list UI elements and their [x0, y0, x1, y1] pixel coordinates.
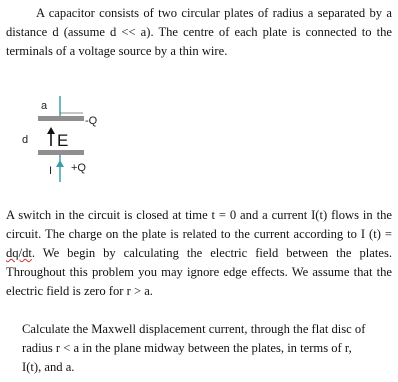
current-label: I [49, 165, 53, 177]
capacitor-diagram [14, 96, 124, 196]
field-arrow-head [47, 127, 55, 134]
intro-paragraph: A capacitor consists of two circular plates of radius a separated by a distance d (assume d << a). The centre of each plate is connected to the terminals of a voltage source by a thin wire. [6, 6, 392, 58]
setup-paragraph [6, 206, 392, 301]
bottom-plate [38, 150, 84, 155]
top-charge-label: -Q [85, 115, 98, 127]
top-plate [38, 116, 84, 121]
bottom-charge-label: +Q [71, 162, 86, 174]
current-arrow-head [56, 160, 64, 167]
question-paragraph: Calculate the Maxwell displacement current, through the flat disc of radius r < a in the plane midway between the plates, in terms of r, I(t), and a. [22, 322, 366, 374]
setup-text-start: A switch in the circuit is closed at time t = 0 and a current I(t) flows in the circuit. The charge on the plate is related to the current according to I (t) = [6, 208, 392, 241]
dq-dt-expression: dq/dt [6, 246, 32, 260]
separation-label: d [22, 134, 29, 146]
radius-label: a [41, 100, 48, 112]
setup-text-end: . We begin by calculating the electric field between the plates. Throughout this problem you may ignore edge effects. We assume that the electric field is zero for r > a. [6, 246, 392, 298]
field-label: E [57, 131, 69, 150]
